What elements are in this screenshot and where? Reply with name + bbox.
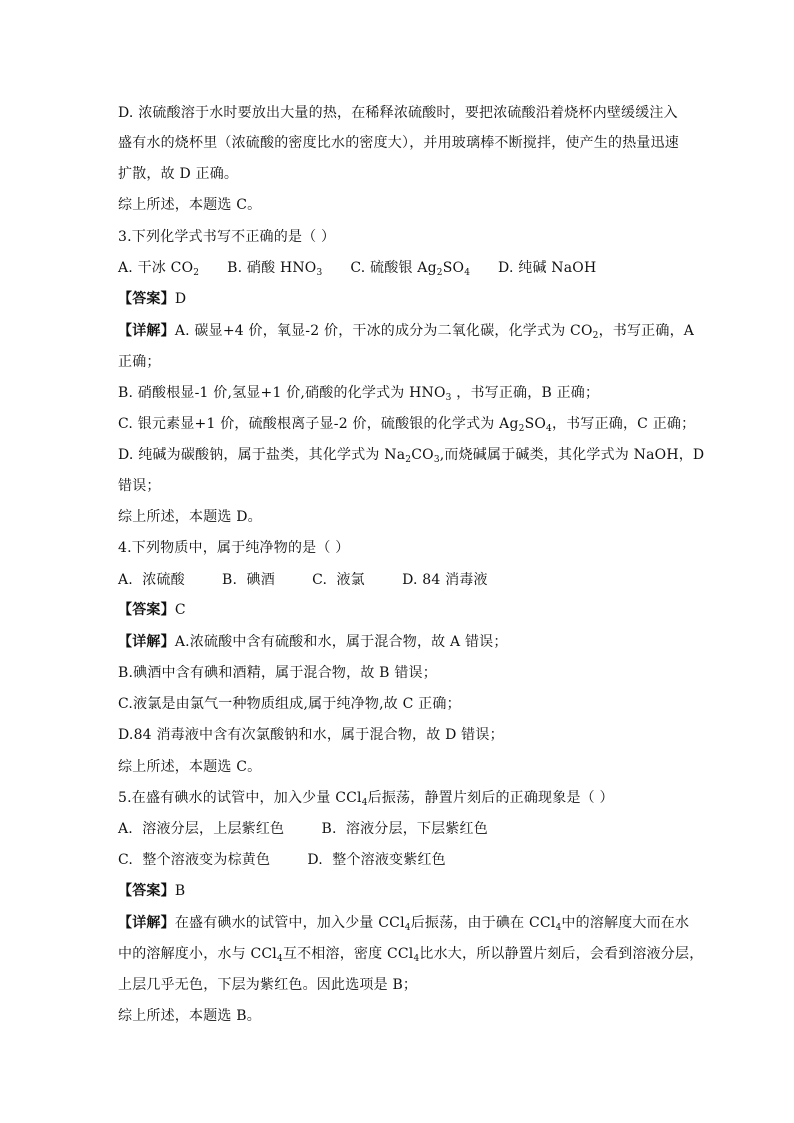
subscript: 4 <box>404 923 411 933</box>
text-line <box>118 133 679 153</box>
option-b: B. 硝酸 HNO <box>227 260 317 276</box>
summary-line <box>118 195 261 215</box>
text: 中的溶解度大而在水 <box>561 915 690 931</box>
answer-label: 【答案】 <box>118 602 175 618</box>
question-text: 5.在盛有碘水的试管中，加入少量 CCl <box>118 790 362 806</box>
text: C.液氯是由氯气一种物质组成,属于纯净物,故 C 正确； <box>118 696 461 712</box>
text-line <box>118 414 695 434</box>
text-line <box>118 694 461 714</box>
explanation-label: 【详解】 <box>118 634 175 650</box>
subscript: 4 <box>546 424 552 434</box>
text: CO <box>411 447 434 463</box>
text: B. 硝酸根显-1 价,氢显+1 价,硝酸的化学式为 HNO <box>118 385 446 401</box>
summary-line <box>118 757 261 777</box>
text-line <box>118 383 599 403</box>
text: 综上所述，本题选 B。 <box>118 1008 261 1024</box>
text: 互不相溶，密度 CCl <box>282 946 414 962</box>
summary-line <box>118 507 262 527</box>
text: 综上所述，本题选 C。 <box>118 759 262 775</box>
answer-line <box>118 600 186 620</box>
explanation-line <box>118 913 689 933</box>
text-line <box>118 944 703 964</box>
text: 上层几乎无色，下层为紫红色。因此选项是 B； <box>118 977 418 993</box>
explanation-label: 【详解】 <box>118 323 175 339</box>
text: 后振荡，由于碘在 CCl <box>410 915 556 931</box>
question-5-options <box>118 850 446 870</box>
answer-value: B <box>174 883 186 899</box>
subscript: 2 <box>518 424 525 434</box>
option-d: D. 纯碱 NaOH <box>498 260 597 276</box>
text: D.84 消毒液中含有次氯酸钠和水，属于混合物，故 D 错误； <box>118 727 504 743</box>
option-c-cont: SO <box>442 260 465 276</box>
text-line <box>118 476 161 496</box>
text: 中的溶解度小，水与 CCl <box>118 946 277 962</box>
subscript: 2 <box>405 455 412 465</box>
subscript: 4 <box>413 954 420 964</box>
options-text: C. 整个溶液变为棕黄色 D. 整个溶液变紫红色 <box>118 852 446 868</box>
summary-line <box>118 1006 261 1026</box>
text: C. 银元素显+1 价，硫酸根离子显-2 价，硫酸银的化学式为 Ag <box>118 416 519 432</box>
text: ，书写正确，A <box>598 323 695 339</box>
text: 在盛有碘水的试管中，加入少量 CCl <box>174 915 405 931</box>
question-4 <box>118 538 349 558</box>
text-line <box>118 975 417 995</box>
question-text: 3.下列化学式书写不正确的是（ ） <box>118 229 336 245</box>
answer-line <box>118 881 185 901</box>
text: 综上所述，本题选 D。 <box>118 509 262 525</box>
text: 扩散，故 D 正确。 <box>118 166 239 182</box>
question-4-options <box>118 570 488 590</box>
subscript: 4 <box>276 954 283 964</box>
text: SO <box>524 416 547 432</box>
option-a: A. 干冰 CO <box>118 260 194 276</box>
text-line <box>118 725 504 745</box>
explanation-line <box>118 321 694 341</box>
question-3 <box>118 227 335 247</box>
text-line <box>118 352 161 372</box>
explanation-label: 【详解】 <box>118 915 175 931</box>
options-text: A. 溶液分层，上层紫红色 B. 溶液分层，下层紫红色 <box>118 821 488 837</box>
text: 错误； <box>118 478 161 494</box>
question-text: 后振荡，静置片刻后的正确现象是（ ） <box>367 790 614 806</box>
text: ，书写正确，B 正确； <box>456 385 600 401</box>
option-c: C. 硫酸银 Ag <box>350 260 437 276</box>
explanation-line <box>118 632 508 652</box>
text-line <box>118 164 238 184</box>
subscript: 2 <box>592 331 599 341</box>
question-3-options <box>118 258 596 278</box>
text: 盛有水的烧杯里（浓硫酸的密度比水的密度大），并用玻璃棒不断搅拌，使产生的热量迅速 <box>118 135 679 151</box>
text: 综上所述，本题选 C。 <box>118 197 262 213</box>
text: D. 浓硫酸溶于水时要放出大量的热，在稀释浓硫酸时，要把浓硫酸沿着烧杯内壁缓缓注入 <box>118 105 678 121</box>
question-text: 4.下列物质中，属于纯净物的是（ ） <box>118 540 350 556</box>
text-line <box>118 445 704 465</box>
answer-label: 【答案】 <box>118 291 175 307</box>
text: D. 纯碱为碳酸钠，属于盐类，其化学式为 Na <box>118 447 406 463</box>
answer-value: C <box>174 602 186 618</box>
text: ，书写正确，C 正确； <box>551 416 696 432</box>
text-line <box>118 103 678 123</box>
subscript: 2 <box>436 268 443 278</box>
text: 正确； <box>118 354 161 370</box>
answer-label: 【答案】 <box>118 883 175 899</box>
options-text: A. 浓硫酸 B. 碘酒 C. 液氯 D. 84 消毒液 <box>118 572 488 588</box>
text: 比水大，所以静置片刻后，会看到溶液分层， <box>419 946 704 962</box>
subscript: 2 <box>193 268 200 278</box>
text: ,而烧碱属于碱类，其化学式为 NaOH，D <box>439 447 705 463</box>
answer-line <box>118 289 186 309</box>
text: B.碘酒中含有碘和酒精，属于混合物，故 B 错误； <box>118 665 437 681</box>
answer-value: D <box>174 291 187 307</box>
subscript: 4 <box>464 268 471 278</box>
question-5 <box>118 788 614 808</box>
subscript: 3 <box>316 268 323 278</box>
subscript: 4 <box>361 798 368 808</box>
text-line <box>118 663 437 683</box>
question-5-options <box>118 819 488 839</box>
text: A. 碳显+4 价，氧显-2 价，干冰的成分为二氧化碳，化学式为 CO <box>174 323 593 339</box>
subscript: 4 <box>555 923 562 933</box>
subscript: 3 <box>445 393 452 403</box>
subscript: 3 <box>433 455 440 465</box>
text: A.浓硫酸中含有硫酸和水，属于混合物，故 A 错误； <box>174 634 508 650</box>
